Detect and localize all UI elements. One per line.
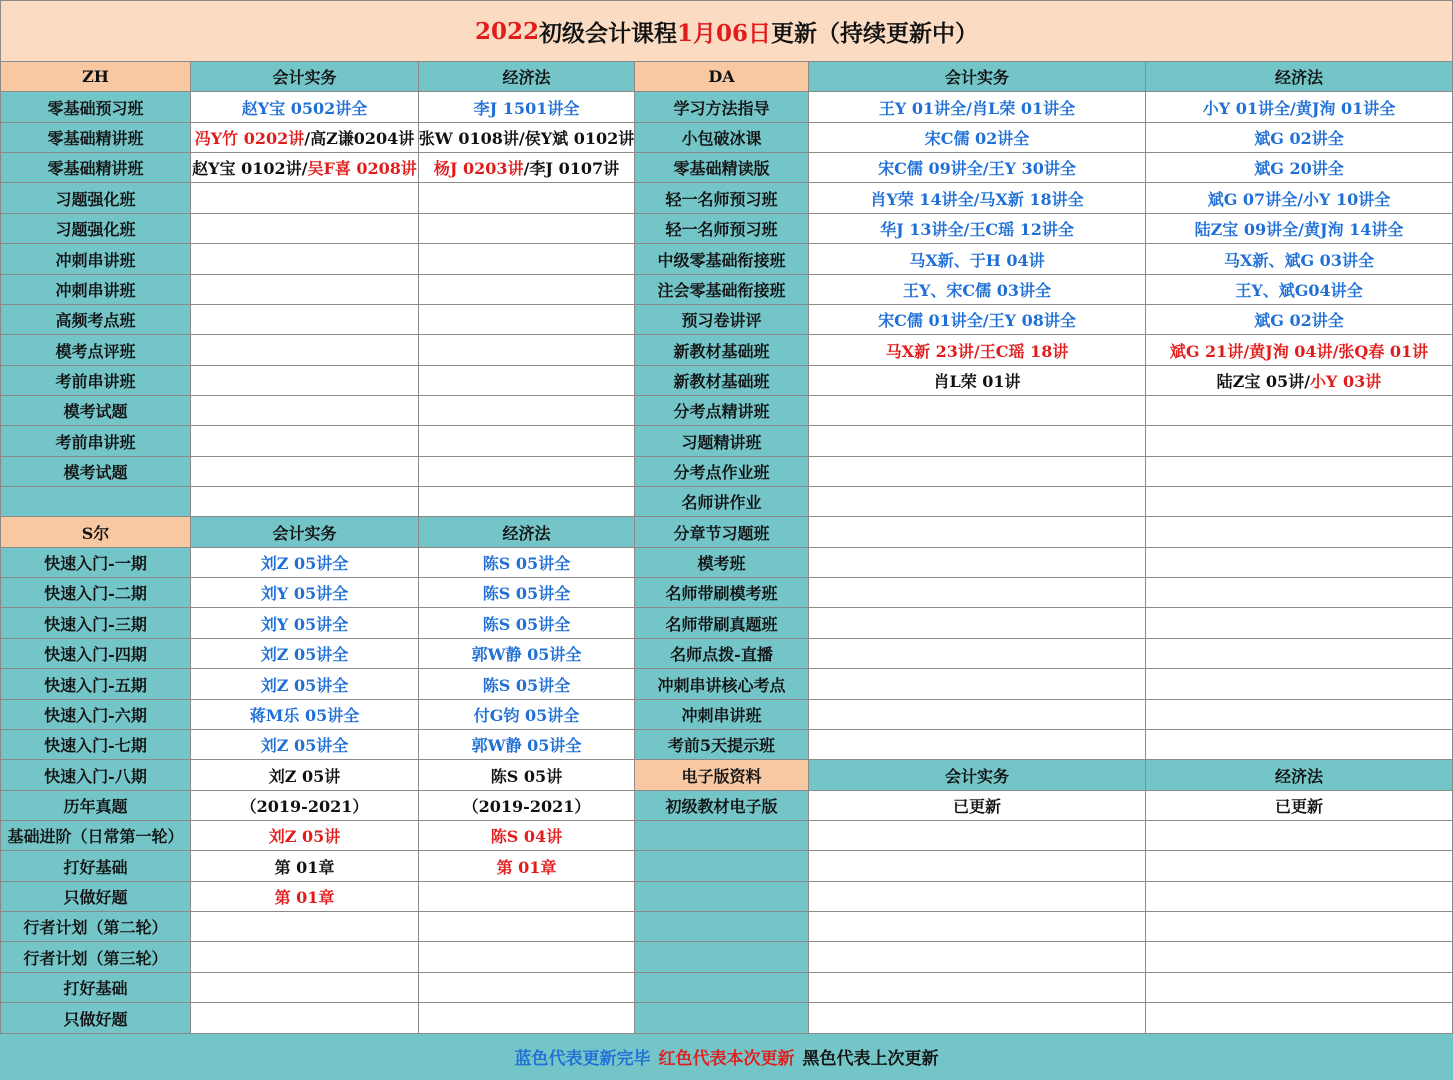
s-accounting-cell <box>191 639 419 669</box>
s-law-cell <box>419 639 635 669</box>
zh-law-cell <box>419 214 635 244</box>
zh-accounting-cell <box>191 275 419 305</box>
cell-text: /李J 0107讲 <box>523 159 620 178</box>
zh-row-label: 冲刺串讲班 <box>0 244 191 275</box>
s-accounting-cell <box>191 1003 419 1034</box>
da-law-cell <box>1146 487 1453 517</box>
cell-text: 刘Z 05讲全 <box>260 736 349 755</box>
cell-text: 陈S 05讲 <box>490 766 563 786</box>
s-law-cell <box>419 548 635 578</box>
cell-text: 刘Z 05讲 <box>268 827 341 846</box>
s-row-label: 行者计划（第二轮） <box>0 912 191 942</box>
zh-row-label: 模考点评班 <box>0 335 191 366</box>
s-accounting-cell <box>191 548 419 578</box>
da-accounting-cell <box>809 639 1146 669</box>
da-row-label: 注会零基础衔接班 <box>635 275 809 305</box>
zh-row-label: 冲刺串讲班 <box>0 275 191 305</box>
zh-accounting-cell <box>191 123 419 153</box>
zh-law-cell <box>419 426 635 457</box>
ebook-accounting-cell <box>809 821 1146 851</box>
cell-text: 陈S 04讲 <box>490 827 563 846</box>
title-segment: 1月06日 <box>677 19 772 47</box>
s-row-label: 只做好题 <box>0 882 191 912</box>
legend-item: 蓝色代表更新完毕 <box>514 1049 651 1069</box>
s-accounting-cell <box>191 760 419 791</box>
cell-text: 已更新 <box>1274 797 1323 816</box>
s-header-accounting: 会计实务 <box>191 517 419 548</box>
ebook-row-label <box>635 1003 809 1034</box>
zh-row-label: 模考试题 <box>0 457 191 487</box>
ebook-law-cell <box>1146 851 1453 882</box>
s-row-label: 快速入门-二期 <box>0 578 191 608</box>
cell-text: 陆Z宝 05讲/ <box>1216 372 1311 391</box>
zh-row-label: 考前串讲班 <box>0 426 191 457</box>
cell-text: （2019-2021） <box>240 797 369 816</box>
cell-text: 李J 1501讲全 <box>473 98 580 118</box>
zh-header-law: 经济法 <box>419 62 635 92</box>
da-law-cell <box>1146 396 1453 426</box>
s-row-label: 快速入门-六期 <box>0 700 191 730</box>
s-law-cell <box>419 760 635 791</box>
da-row-label: 习题精讲班 <box>635 426 809 457</box>
da-law-cell <box>1146 426 1453 457</box>
zh-row-label <box>0 487 191 517</box>
cell-text: 赵Y宝 0502讲全 <box>241 98 368 118</box>
cell-text: 王Y 01讲全/肖L荣 01讲全 <box>878 98 1076 118</box>
cell-text: 蒋M乐 05讲全 <box>249 706 360 725</box>
cell-text: 第 01章 <box>496 857 557 877</box>
s-row-label: 快速入门-五期 <box>0 669 191 700</box>
ebook-accounting-cell <box>809 851 1146 882</box>
s-row-label: 快速入门-一期 <box>0 548 191 578</box>
da-law-cell <box>1146 517 1453 548</box>
s-law-cell <box>419 608 635 639</box>
ebook-row-label <box>635 942 809 973</box>
cell-text: 斌G 02讲全 <box>1254 311 1344 330</box>
da-row-label: 预习卷讲评 <box>635 305 809 335</box>
s-accounting-cell <box>191 942 419 973</box>
da-accounting-cell <box>809 214 1146 244</box>
da-law-cell <box>1146 608 1453 639</box>
s-law-cell <box>419 700 635 730</box>
ebook-law-cell <box>1146 821 1453 851</box>
da-header-label: DA <box>635 62 809 92</box>
cell-text: （2019-2021） <box>462 797 591 816</box>
cell-text: 宋C儒 09讲全/王Y 30讲全 <box>878 159 1076 178</box>
ebook-row-label <box>635 851 809 882</box>
zh-accounting-cell <box>191 396 419 426</box>
da-accounting-cell <box>809 275 1146 305</box>
da-law-cell <box>1146 457 1453 487</box>
da-law-cell <box>1146 183 1453 214</box>
cell-text: 王Y、斌G04讲全 <box>1235 281 1363 300</box>
zh-row-label: 零基础预习班 <box>0 92 191 123</box>
ebook-accounting-cell <box>809 912 1146 942</box>
da-row-label: 零基础精读版 <box>635 153 809 183</box>
zh-header-label: ZH <box>0 62 191 92</box>
zh-law-cell <box>419 123 635 153</box>
da-accounting-cell <box>809 426 1146 457</box>
da-law-cell <box>1146 305 1453 335</box>
zh-accounting-cell <box>191 183 419 214</box>
da-accounting-cell <box>809 396 1146 426</box>
da-law-cell <box>1146 123 1453 153</box>
ebook-law-cell <box>1146 912 1453 942</box>
ebook-row-label <box>635 821 809 851</box>
s-header-law: 经济法 <box>419 517 635 548</box>
da-law-cell <box>1146 275 1453 305</box>
s-header-label: S尔 <box>0 517 191 548</box>
s-row-label: 基础进阶（日常第一轮） <box>0 821 191 851</box>
da-law-cell <box>1146 214 1453 244</box>
cell-text: 杨J 0203讲 <box>433 159 524 178</box>
cell-text: 郭W静 05讲全 <box>471 736 582 755</box>
da-row-label: 名师讲作业 <box>635 487 809 517</box>
zh-accounting-cell <box>191 487 419 517</box>
cell-text: 陈S 05讲全 <box>482 554 571 573</box>
ebook-row-label: 初级教材电子版 <box>635 791 809 821</box>
da-row-label: 名师带刷真题班 <box>635 608 809 639</box>
s-law-cell <box>419 821 635 851</box>
zh-accounting-cell <box>191 153 419 183</box>
zh-law-cell <box>419 305 635 335</box>
s-law-cell <box>419 942 635 973</box>
da-law-cell <box>1146 730 1453 760</box>
da-accounting-cell <box>809 244 1146 275</box>
ebook-law-cell <box>1146 1003 1453 1034</box>
zh-accounting-cell <box>191 366 419 396</box>
cell-text: 第 01章 <box>274 857 335 877</box>
da-law-cell <box>1146 639 1453 669</box>
da-accounting-cell <box>809 366 1146 396</box>
s-row-label: 行者计划（第三轮） <box>0 942 191 973</box>
da-row-label: 冲刺串讲核心考点 <box>635 669 809 700</box>
s-law-cell <box>419 1003 635 1034</box>
s-law-cell <box>419 912 635 942</box>
cell-text: 肖Y荣 14讲全/马X新 18讲全 <box>870 189 1084 209</box>
da-accounting-cell <box>809 730 1146 760</box>
cell-text: 郭W静 05讲全 <box>471 645 582 664</box>
s-accounting-cell <box>191 608 419 639</box>
zh-law-cell <box>419 396 635 426</box>
s-accounting-cell <box>191 973 419 1003</box>
cell-text: 王Y、宋C儒 03讲全 <box>903 281 1051 300</box>
ebook-law-cell <box>1146 942 1453 973</box>
da-row-label: 小包破冰课 <box>635 123 809 153</box>
zh-law-cell <box>419 366 635 396</box>
title-segment: 初级会计课程 <box>539 19 677 47</box>
s-accounting-cell <box>191 730 419 760</box>
zh-accounting-cell <box>191 335 419 366</box>
da-accounting-cell <box>809 517 1146 548</box>
cell-text: 刘Z 05讲全 <box>260 645 349 664</box>
cell-text: 陈S 05讲全 <box>482 675 571 695</box>
zh-law-cell <box>419 244 635 275</box>
zh-row-label: 习题强化班 <box>0 214 191 244</box>
zh-accounting-cell <box>191 214 419 244</box>
cell-text: 斌G 02讲全 <box>1254 129 1344 148</box>
s-law-cell <box>419 973 635 1003</box>
zh-row-label: 考前串讲班 <box>0 366 191 396</box>
s-accounting-cell <box>191 851 419 882</box>
s-accounting-cell <box>191 700 419 730</box>
da-row-label: 冲刺串讲班 <box>635 700 809 730</box>
legend-item: 红色代表本次更新 <box>658 1049 795 1069</box>
da-accounting-cell <box>809 700 1146 730</box>
da-accounting-cell <box>809 608 1146 639</box>
da-accounting-cell <box>809 487 1146 517</box>
zh-accounting-cell <box>191 426 419 457</box>
zh-row-label: 模考试题 <box>0 396 191 426</box>
da-row-label: 新教材基础班 <box>635 335 809 366</box>
cell-text: 斌G 20讲全 <box>1254 159 1344 178</box>
ebook-accounting-cell <box>809 791 1146 821</box>
cell-text: 刘Z 05讲 <box>268 766 341 786</box>
cell-text: 陆Z宝 09讲全/黄J洵 14讲全 <box>1194 220 1404 239</box>
da-law-cell <box>1146 669 1453 700</box>
zh-law-cell <box>419 335 635 366</box>
zh-accounting-cell <box>191 305 419 335</box>
cell-text: 小Y 03讲 <box>1310 372 1382 391</box>
da-accounting-cell <box>809 578 1146 608</box>
da-row-label: 轻一名师预习班 <box>635 214 809 244</box>
da-accounting-cell <box>809 548 1146 578</box>
zh-law-cell <box>419 487 635 517</box>
da-accounting-cell <box>809 92 1146 123</box>
da-row-label: 名师点拨-直播 <box>635 639 809 669</box>
cell-text: 宋C儒 02讲全 <box>924 129 1030 148</box>
ebook-row-label <box>635 973 809 1003</box>
ebook-accounting-cell <box>809 1003 1146 1034</box>
zh-law-cell <box>419 183 635 214</box>
cell-text: 陈S 05讲全 <box>482 584 571 603</box>
cell-text: 斌G 21讲/黄J洵 04讲/张Q春 01讲 <box>1169 341 1429 361</box>
s-law-cell <box>419 669 635 700</box>
da-law-cell <box>1146 335 1453 366</box>
s-row-label: 快速入门-四期 <box>0 639 191 669</box>
s-accounting-cell <box>191 882 419 912</box>
da-row-label: 名师带刷模考班 <box>635 578 809 608</box>
page-title <box>0 0 1453 62</box>
da-header-law: 经济法 <box>1146 62 1453 92</box>
da-law-cell <box>1146 244 1453 275</box>
cell-text: 赵Y宝 0102讲/ <box>192 159 308 178</box>
cell-text: 刘Y 05讲全 <box>260 584 349 603</box>
zh-law-cell <box>419 153 635 183</box>
zh-row-label: 习题强化班 <box>0 183 191 214</box>
zh-accounting-cell <box>191 92 419 123</box>
da-law-cell <box>1146 578 1453 608</box>
cell-text: 刘Y 05讲全 <box>260 614 349 634</box>
s-accounting-cell <box>191 912 419 942</box>
zh-row-label: 高频考点班 <box>0 305 191 335</box>
da-accounting-cell <box>809 183 1146 214</box>
s-law-cell <box>419 578 635 608</box>
da-accounting-cell <box>809 153 1146 183</box>
da-row-label: 模考班 <box>635 548 809 578</box>
cell-text: 刘Z 05讲全 <box>260 554 349 573</box>
s-row-label: 快速入门-七期 <box>0 730 191 760</box>
s-row-label: 历年真题 <box>0 791 191 821</box>
da-accounting-cell <box>809 335 1146 366</box>
da-row-label: 新教材基础班 <box>635 366 809 396</box>
cell-text: 马X新、斌G 03讲全 <box>1224 250 1374 270</box>
s-row-label: 只做好题 <box>0 1003 191 1034</box>
cell-text: 小Y 01讲全/黄J洵 01讲全 <box>1202 98 1396 118</box>
da-accounting-cell <box>809 123 1146 153</box>
cell-text: 宋C儒 01讲全/王Y 08讲全 <box>878 311 1076 330</box>
ebook-accounting-cell <box>809 942 1146 973</box>
da-accounting-cell <box>809 669 1146 700</box>
da-accounting-cell <box>809 457 1146 487</box>
s-row-label: 打好基础 <box>0 851 191 882</box>
zh-law-cell <box>419 457 635 487</box>
cell-text: 已更新 <box>952 797 1001 816</box>
zh-row-label: 零基础精讲班 <box>0 123 191 153</box>
cell-text: 肖L荣 01讲 <box>933 372 1021 391</box>
ebook-accounting-cell <box>809 882 1146 912</box>
zh-row-label: 零基础精讲班 <box>0 153 191 183</box>
zh-law-cell <box>419 275 635 305</box>
s-accounting-cell <box>191 669 419 700</box>
s-law-cell <box>419 791 635 821</box>
cell-text: /高Z谦0204讲 <box>304 129 415 148</box>
s-accounting-cell <box>191 578 419 608</box>
s-law-cell <box>419 851 635 882</box>
s-law-cell <box>419 882 635 912</box>
ebook-accounting-cell <box>809 973 1146 1003</box>
s-law-cell <box>419 730 635 760</box>
da-law-cell <box>1146 700 1453 730</box>
s-row-label: 快速入门-八期 <box>0 760 191 791</box>
da-accounting-cell <box>809 305 1146 335</box>
da-row-label: 考前5天提示班 <box>635 730 809 760</box>
da-law-cell <box>1146 366 1453 396</box>
title-segment: 2022 <box>474 17 539 45</box>
s-row-label: 快速入门-三期 <box>0 608 191 639</box>
cell-text: 吴F喜 0208讲 <box>307 159 417 178</box>
s-row-label: 打好基础 <box>0 973 191 1003</box>
zh-law-cell <box>419 92 635 123</box>
ebook-law-cell <box>1146 882 1453 912</box>
cell-text: 华J 13讲全/王C瑶 12讲全 <box>880 220 1074 239</box>
da-row-label: 分章节习题班 <box>635 517 809 548</box>
title-segment: 更新（持续更新中） <box>771 19 979 47</box>
da-law-cell <box>1146 548 1453 578</box>
legend-item: 黑色代表上次更新 <box>802 1049 939 1069</box>
zh-accounting-cell <box>191 457 419 487</box>
da-row-label: 分考点精讲班 <box>635 396 809 426</box>
cell-text: 马X新 23讲/王C瑶 18讲 <box>885 341 1069 361</box>
cell-text: 斌G 07讲全/小Y 10讲全 <box>1207 189 1391 209</box>
da-row-label: 中级零基础衔接班 <box>635 244 809 275</box>
cell-text: 付G钧 05讲全 <box>473 706 580 725</box>
ebook-header-law: 经济法 <box>1146 760 1453 791</box>
ebook-law-cell <box>1146 973 1453 1003</box>
ebook-row-label <box>635 882 809 912</box>
cell-text: 冯Y竹 0202讲 <box>194 129 305 148</box>
s-accounting-cell <box>191 791 419 821</box>
da-law-cell <box>1146 92 1453 123</box>
zh-accounting-cell <box>191 244 419 275</box>
cell-text: 陈S 05讲全 <box>482 614 571 634</box>
ebook-header-label: 电子版资料 <box>635 760 809 791</box>
ebook-row-label <box>635 912 809 942</box>
s-accounting-cell <box>191 821 419 851</box>
color-legend <box>0 1033 1453 1080</box>
da-row-label: 学习方法指导 <box>635 92 809 123</box>
da-header-accounting: 会计实务 <box>809 62 1146 92</box>
ebook-header-accounting: 会计实务 <box>809 760 1146 791</box>
cell-text: 马X新、于H 04讲 <box>909 250 1045 270</box>
ebook-law-cell <box>1146 791 1453 821</box>
cell-text: 第 01章 <box>274 888 335 907</box>
da-row-label: 轻一名师预习班 <box>635 183 809 214</box>
cell-text: 张W 0108讲/侯Y斌 0102讲 <box>419 129 635 148</box>
da-law-cell <box>1146 153 1453 183</box>
zh-header-accounting: 会计实务 <box>191 62 419 92</box>
cell-text: 刘Z 05讲全 <box>260 675 349 695</box>
da-row-label: 分考点作业班 <box>635 457 809 487</box>
